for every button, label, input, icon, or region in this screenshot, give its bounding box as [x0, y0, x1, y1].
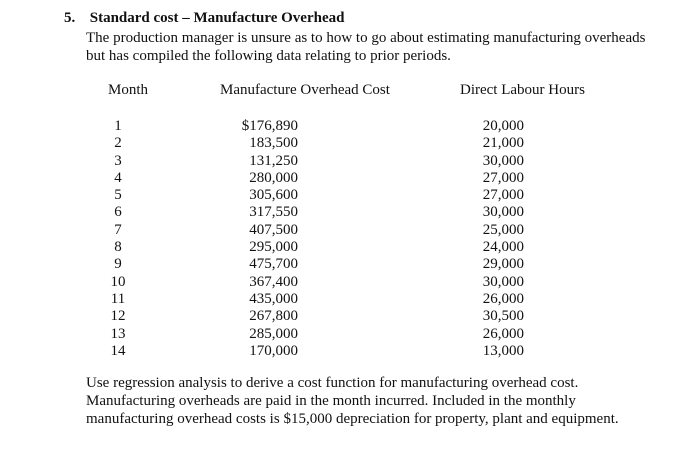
hours-cell: 27,000 [482, 169, 524, 186]
hours-cell: 13,000 [482, 342, 524, 359]
instructions-line: Manufacturing overheads are paid in the month incurred. Included in the monthly [86, 393, 576, 409]
hours-cell: 26,000 [482, 290, 524, 307]
month-cell: 8 [114, 239, 122, 256]
hours-cell: 30,000 [482, 152, 524, 169]
intro-line: but has compiled the following data relating to prior periods. [86, 48, 451, 64]
intro-line: The production manager is unsure as to how to go about estimating manufacturing overheads [86, 30, 646, 46]
instructions-paragraph [86, 374, 619, 428]
cost-cell: 317,550 [249, 204, 298, 221]
month-cell: 10 [110, 273, 126, 290]
cost-cell: 280,000 [249, 169, 298, 186]
cost-cell: 285,000 [249, 325, 298, 342]
instructions-line: Use regression analysis to derive a cost function for manufacturing overhead cost. [86, 375, 579, 391]
cost-cell: $176,890 [241, 118, 298, 134]
instructions-line: manufacturing overhead costs is $15,000 depreciation for property, plant and equipment. [86, 411, 619, 427]
cost-column-header: Manufacture Overhead Cost [220, 82, 390, 98]
question-title: Standard cost – Manufacture Overhead [89, 10, 345, 26]
hours-cell: 30,500 [482, 308, 524, 325]
hours-cell: 20,000 [482, 118, 524, 134]
month-cell: 13 [110, 325, 126, 342]
cost-cell: 295,000 [249, 239, 298, 256]
cost-cell: 131,250 [249, 152, 298, 169]
month-cell: 6 [114, 204, 122, 221]
cost-cell: 183,500 [249, 135, 298, 152]
month-cell: 2 [114, 135, 122, 152]
month-column-header: Month [108, 82, 149, 98]
hours-cell: 21,000 [482, 135, 524, 152]
hours-cell: 29,000 [482, 256, 524, 273]
hours-column-header: Direct Labour Hours [460, 82, 585, 98]
month-cell: 4 [114, 169, 122, 186]
month-cell: 5 [114, 187, 122, 204]
month-cell: 1 [114, 118, 122, 134]
cost-cell: 435,000 [249, 290, 298, 307]
hours-cell: 30,000 [482, 204, 524, 221]
question-heading [64, 10, 344, 27]
month-cell: 14 [110, 342, 126, 359]
month-column [108, 118, 128, 360]
hours-cell: 30,000 [482, 273, 524, 290]
question-number: 5. [64, 10, 76, 26]
month-cell: 9 [114, 256, 122, 273]
cost-cell: 475,700 [249, 256, 298, 273]
cost-cell: 407,500 [249, 221, 298, 238]
cost-cell: 367,400 [249, 273, 298, 290]
month-cell: 12 [110, 308, 126, 325]
hours-cell: 25,000 [482, 221, 524, 238]
hours-column [470, 118, 524, 360]
month-cell: 3 [114, 152, 122, 169]
intro-paragraph [86, 29, 645, 65]
hours-cell: 24,000 [482, 239, 524, 256]
month-cell: 7 [114, 221, 122, 238]
month-cell: 11 [110, 290, 126, 307]
hours-cell: 26,000 [482, 325, 524, 342]
cost-cell: 170,000 [249, 342, 298, 359]
hours-cell: 27,000 [482, 187, 524, 204]
cost-cell: 305,600 [249, 187, 298, 204]
cost-column [228, 118, 298, 360]
cost-cell: 267,800 [249, 308, 298, 325]
